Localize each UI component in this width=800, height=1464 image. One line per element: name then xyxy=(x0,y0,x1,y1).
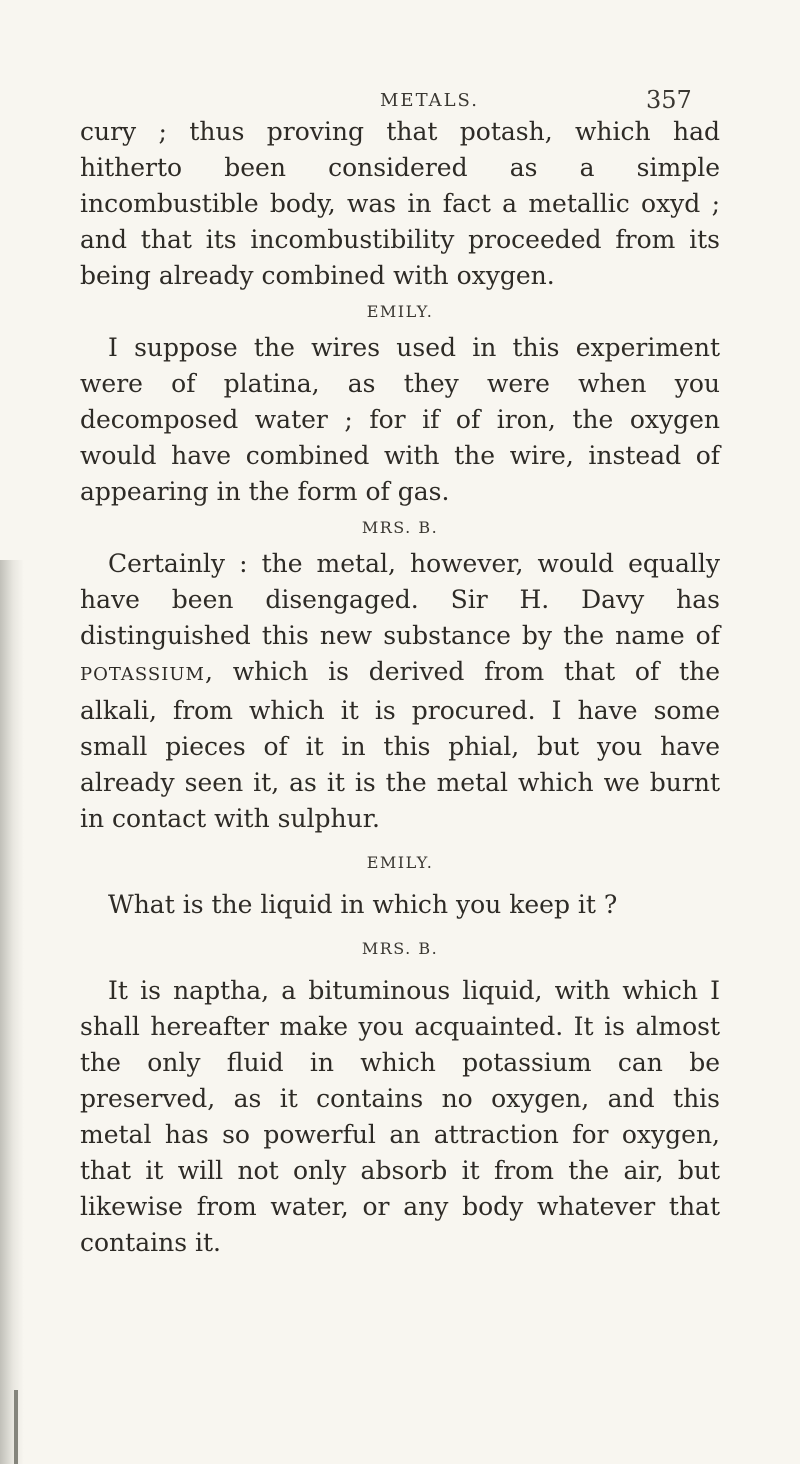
page-body xyxy=(80,114,720,1261)
running-head: METALS. xyxy=(380,90,479,111)
speaker-emily: EMILY. xyxy=(366,302,434,321)
binding-shadow xyxy=(0,560,24,1464)
binding-edge xyxy=(14,1390,18,1464)
paragraph-3-part-2: , which is derived from that of the alkali, from which it is procured. I have some small pieces of it in this phial, but you have already seen it, as it is the metal which we burnt in contact with sulphur. xyxy=(80,657,720,833)
paragraph-3-part-1: Certainly : the metal, however, would equally have been disengaged. Sir H. Davy has distinguished this new substance by the name of xyxy=(80,549,720,650)
speaker-mrs-b-2: MRS. B. xyxy=(361,939,439,958)
speaker-emily-2: EMILY. xyxy=(366,853,434,872)
paragraph-5: It is naptha, a bituminous liquid, with which I shall hereafter make you acquainted. It is almost the only fluid in which potassium can be preserved, as it contains no oxygen, and this metal has so powerful an attraction for oxygen, that it will not only absorb it from the air, but likewise from water, or any body whatever that contains it. xyxy=(80,976,720,1257)
paragraph-1: cury ; thus proving that potash, which had hitherto been considered as a simple incombustible body, was in fact a metallic oxyd ; and that its incombustibility proceeded from its being already combined with oxygen. xyxy=(80,117,720,290)
speaker-mrs-b: MRS. B. xyxy=(361,518,439,537)
page-number: 357 xyxy=(646,86,692,114)
term-potassium: POTASSIUM xyxy=(80,664,205,685)
paragraph-4: What is the liquid in which you keep it ? xyxy=(108,890,618,919)
paragraph-2: I suppose the wires used in this experiment were of platina, as they were when you decomposed water ; for if of iron, the oxygen would have combined with the wire, instead of appearing in the form of gas. xyxy=(80,333,720,506)
page-header xyxy=(0,86,800,116)
paragraph-3 xyxy=(80,546,720,837)
